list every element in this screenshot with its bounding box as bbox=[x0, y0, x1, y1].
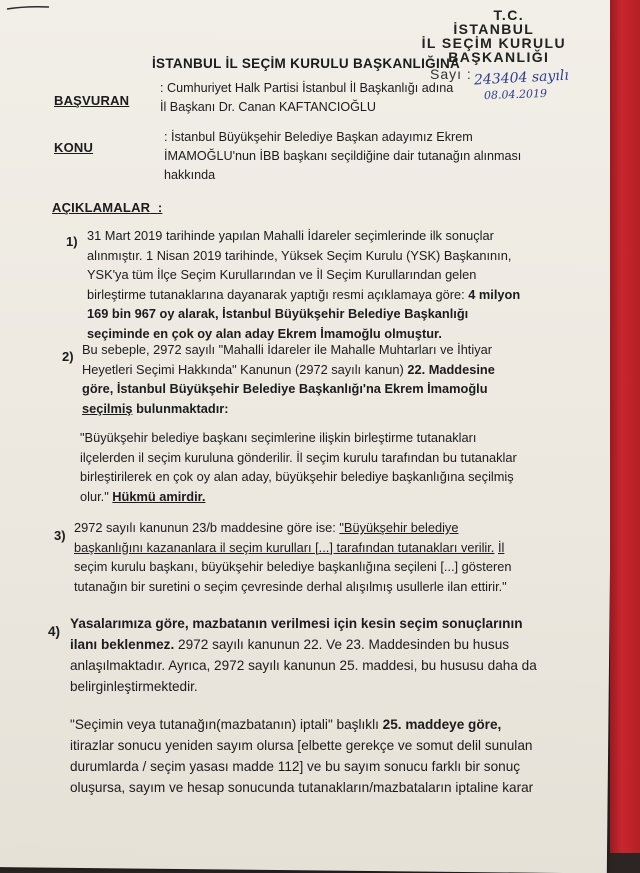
item-2-quote: "Büyükşehir belediye başkanı seçimlerine ilişkin birleştirme tutanakları ilçelerden il seçim kuruluna gönderilir. İl seçim kurulu tarafından bu tutanaklar birleştirilerek en çok oy alan aday, büyükşehir belediye başkanlığına seçilmiş olur." Hükmü amirdir. bbox=[80, 430, 517, 504]
subject-line3: hakkında bbox=[164, 168, 216, 182]
subject-text bbox=[164, 128, 521, 185]
stamp-city: İSTANBUL bbox=[453, 21, 535, 37]
item-4-quote: "Seçimin veya tutanağın(mazbatanın) iptali" başlıklı 25. maddeye göre, itirazlar sonucu yeniden sayım olursa [elbette gerekçe ve somut delil sunulan durumlarda / seçim yasası madde 112] ve bu sayım sonucu farklı bir sonuç oluşursa, sayım ve hesap sonucunda tutanakların/mazbataların iptaline karar bbox=[70, 717, 534, 795]
applicant-line2: İl Başkanı Dr. Canan KAFTANCIOĞLU bbox=[160, 100, 377, 114]
item-number: 3) bbox=[54, 528, 66, 543]
stamp-tc: T.C. bbox=[493, 7, 525, 23]
item-number: 1) bbox=[66, 234, 78, 249]
stamp-board: İL SEÇİM KURULU bbox=[421, 35, 566, 51]
applicant-line1: : Cumhuriyet Halk Partisi İstanbul İl Başkanlığı adına bbox=[160, 81, 454, 95]
explanations-label: AÇIKLAMALAR : bbox=[52, 200, 163, 215]
stamp-presidency: BAŞKANLIĞI bbox=[448, 49, 550, 65]
subject-label: KONU bbox=[54, 140, 94, 155]
item-number: 2) bbox=[62, 349, 74, 364]
item-2-text: Bu sebeple, 2972 sayılı "Mahalli İdareler ile Mahalle Muhtarları ve İhtiyar Heyetleri Seçimi Hakkında" Kanunun (2972 sayılı kanun) 22. Maddesine göre, İstanbul Büyükşehir Belediye Başkanlığı'na Ekrem İmamoğlu seçilmiş bulunmaktadır: bbox=[82, 342, 495, 416]
item-3-text: 2972 sayılı kanunun 23/b maddesine göre ise: "Büyükşehir belediye başkanlığını kazananlara il seçim kurulları [...] tarafından tutanakları verilir. İl seçim kurulu başkanı, büyükşehir belediye başkanlığına seçileni [...] gösteren tutanağın bir suretini o seçim çevresinde derhal alışılmış usullerle ilan ettirir." bbox=[74, 520, 512, 594]
item-number: 4) bbox=[48, 624, 61, 639]
handwritten-date: 08.04.2019 bbox=[483, 86, 548, 103]
applicant-text bbox=[160, 79, 453, 117]
pen-stroke-mark bbox=[6, 4, 50, 12]
applicant-label: BAŞVURAN bbox=[54, 93, 130, 108]
item-1-text: 31 Mart 2019 tarihinde yapılan Mahalli İdareler seçimlerinde ilk sonuçlar alınmıştır. 1 Nisan 2019 tarihinde, Yüksek Seçim Kurulu (YSK) Başkanının, YSK'ya tüm İlçe Seçim Kurullarından ve İl Seçim Kurullarından gelen birleştirme tutanaklarına dayanarak yaptığı resmi açıklamaya göre: 4 milyon 169 bin 967 oy alarak, İstanbul Büyükşehir Belediye Başkanlığı seçiminde en çok oy alan aday Ekrem İmamoğlu olmuştur. bbox=[87, 228, 521, 341]
addressee-heading: İSTANBUL İL SEÇİM KURULU BAŞKANLIĞINA bbox=[152, 56, 461, 71]
item-4-text: Yasalarımıza göre, mazbatanın verilmesi için kesin seçim sonuçlarının ilanı beklenmez. 2972 sayılı kanunun 22. Ve 23. Maddesinden bu husus anlaşılmaktadır. Ayrıca, 2972 sayılı kanunun 25. maddesi, bu hususu daha da belirginleştirmektedir. bbox=[70, 616, 537, 694]
handwritten-number: 243404 sayılı bbox=[473, 67, 570, 89]
sayi-label: Sayı : bbox=[430, 66, 472, 82]
subject-line1: : İstanbul Büyükşehir Belediye Başkan adayımız Ekrem bbox=[164, 130, 473, 144]
subject-line2: İMAMOĞLU'nun İBB başkanı seçildiğine dair tutanağın alınması bbox=[164, 149, 522, 163]
